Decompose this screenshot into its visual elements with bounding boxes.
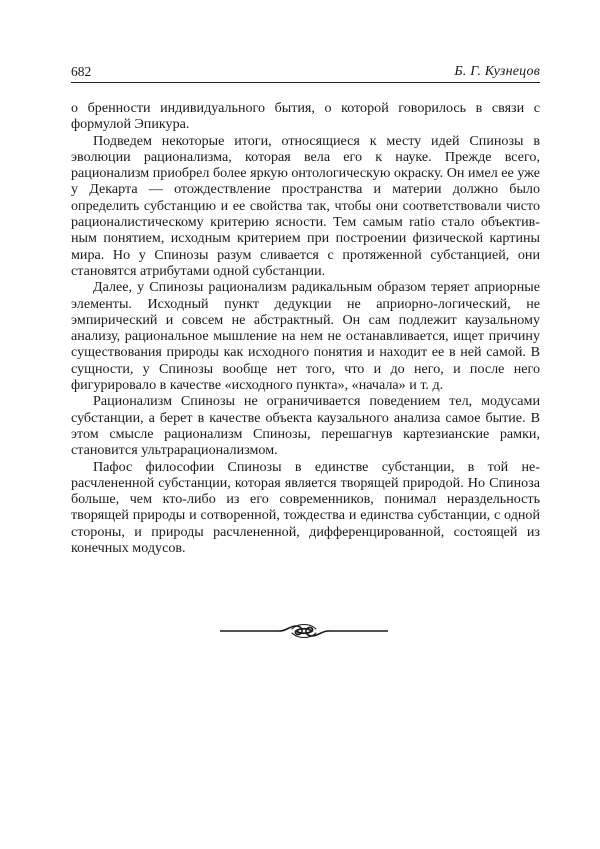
body-text bbox=[71, 100, 540, 556]
paragraph: Рационализм Спинозы не ограничивается поведением тел, модусами субстанции, а берет в качестве объекта каузального анализа самое бытие. В этом смысле рационализм Спинозы, перешагнув картезианские рамки, становится ультрарационализмом. bbox=[71, 393, 540, 459]
paragraph: Подведем некоторые итоги, относящиеся к месту идей Спинозы в эволюции рационализма, которая вела его к науке. Прежде всего, рационализм приобрел более яркую онтологическую окраску. Он имел ее уже у Декарта — отождествление пространства и материи должно было определить субстанцию и ее свойства так, чтобы они соответствовали чисто рационалистическому критерию ясности. Тем самым ratio стало объективным понятием, исходным критерием при построении физической картины мира. Но у Спинозы разум сливается с протяженной субстанцией, они становятся атрибутами одной субстанции. bbox=[71, 132, 540, 279]
paragraph: Пафос философии Спинозы в единстве субстанции, в той нерасчлененной субстанции, которая является творящей природой. Но Спиноза больше, чем кто-либо из его современников, понимал нераздельность творящей природы и сотворенной, тождества и единства субстанции, с одной стороны, и природы расчлененной, дифференцированной, состоящей из конечных модусов. bbox=[71, 458, 540, 557]
paragraph: Далее, у Спинозы рационализм радикальным образом теряет априорные элементы. Исходный пункт дедукции не априорно-логический, не эмпирический и совсем не абстрактный. Он сам подлежит каузальному анализу, рациональное мышление на нем не останавливается, ищет причину существования природы как исходного понятия и находит ее в ней самой. В сущности, у Спинозы вообще нет того, что и до него, и после него фигурировало в качестве «исходного пункта», «начала» и т. д. bbox=[71, 279, 540, 394]
decorative-flourish-icon bbox=[220, 620, 388, 642]
page-number: 682 bbox=[71, 64, 92, 79]
running-header bbox=[71, 64, 540, 83]
running-head-author: Б. Г. Кузнецов bbox=[454, 64, 540, 79]
paragraph-continued: о бренности индивидуального бытия, о которой говорилось в связи с формулой Эпикура. bbox=[71, 100, 540, 133]
section-end-ornament bbox=[220, 620, 388, 642]
